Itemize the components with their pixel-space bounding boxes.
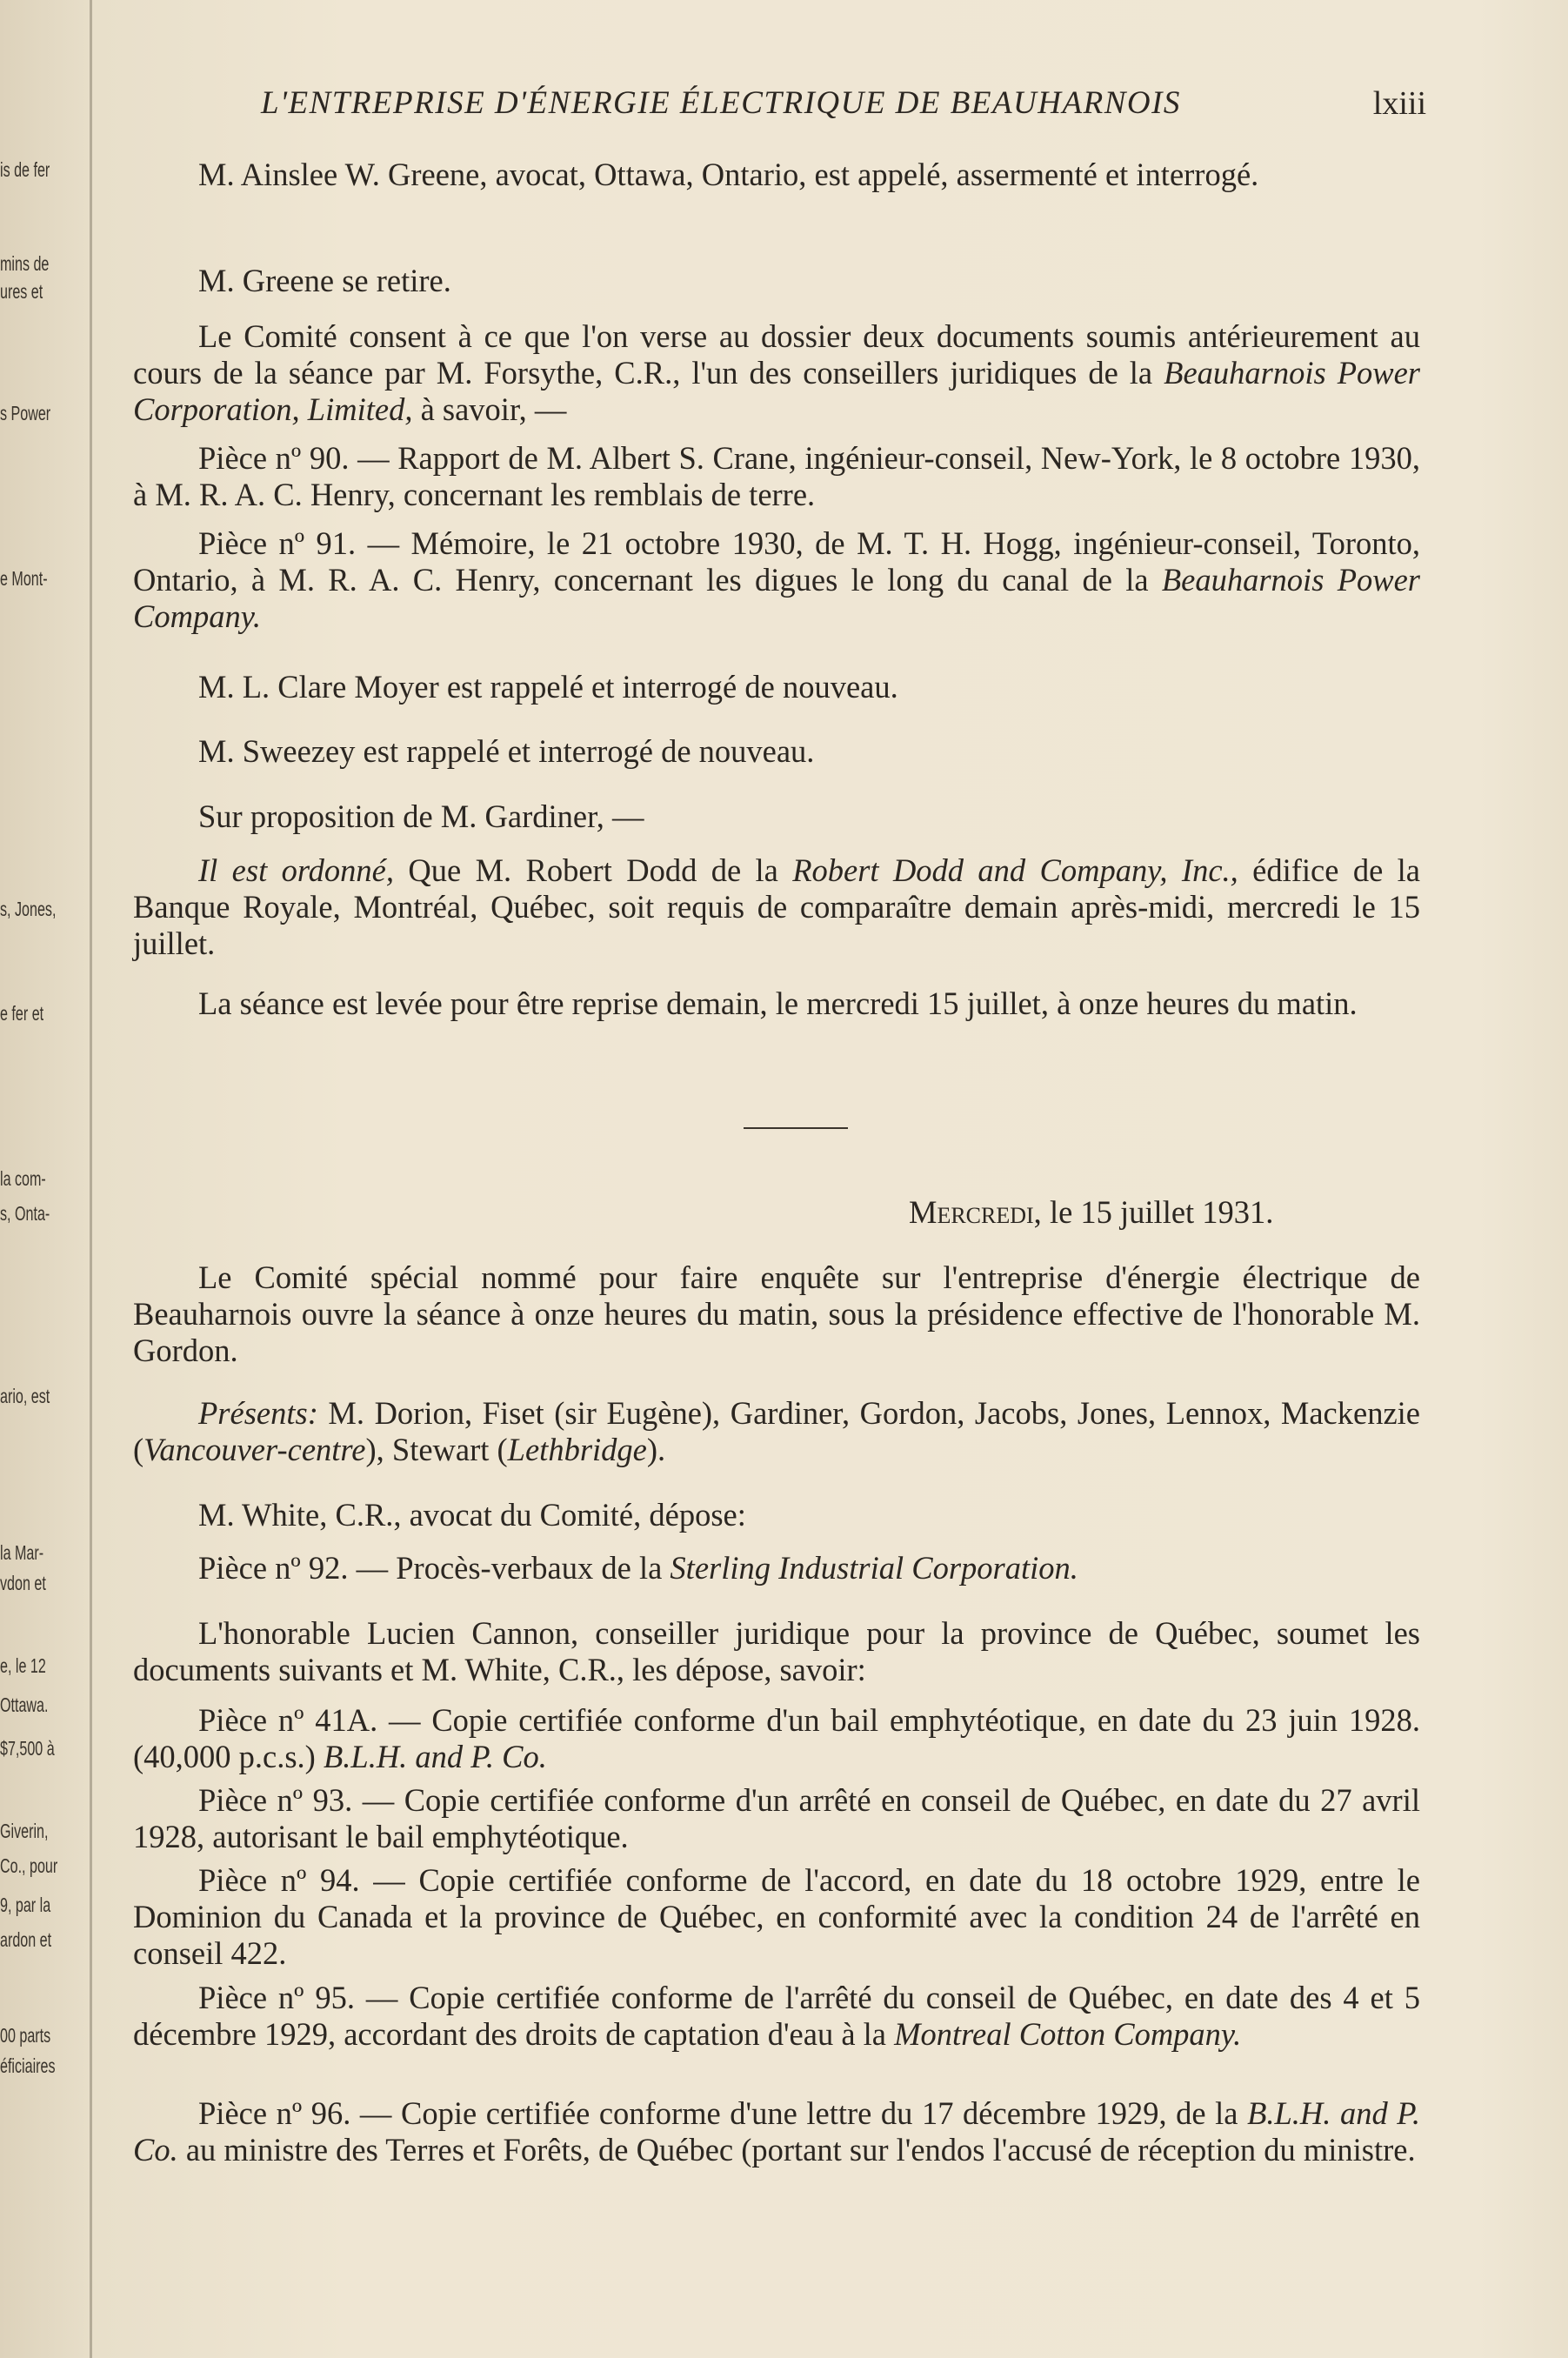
gutter-line	[90, 0, 92, 2358]
paragraph-piece-90: Pièce nº 90. — Rapport de M. Albert S. Crane, ingénieur-conseil, New-York, le 8 octobre 1930, à M. R. A. C. Henry, concernant les remblais de terre.	[133, 440, 1420, 512]
paragraph-piece-91: Pièce nº 91. — Mémoire, le 21 octobre 1930, de M. T. H. Hogg, ingénieur-conseil, Toronto, Ontario, à M. R. A. C. Henry, concernant les digues le long du canal de la Beauharnois Power Company.	[133, 525, 1420, 634]
paragraph-piece-95: Pièce nº 95. — Copie certifiée conforme de l'arrêté du conseil de Québec, en date des 4 et 5 décembre 1929, accordant des droits de captation d'eau à la Montreal Cotton Company.	[133, 1980, 1420, 2052]
margin-note: e fer et	[0, 1002, 44, 1025]
margin-note: Giverin,	[0, 1820, 49, 1842]
paragraph-cannon-soumet: L'honorable Lucien Cannon, conseiller juridique pour la province de Québec, soumet les documents suivants et M. White, C.R., les dépose, savoir:	[133, 1615, 1420, 1687]
margin-note: 9, par la	[0, 1894, 51, 1916]
section-separator	[744, 1127, 848, 1129]
paragraph-piece-92: Pièce nº 92. — Procès-verbaux de la Sterling Industrial Corporation.	[198, 1550, 1078, 1586]
paragraph-comite-special: Le Comité spécial nommé pour faire enquête sur l'entreprise d'énergie électrique de Beauharnois ouvre la séance à onze heures du matin, sous la présidence effective de l'honorable M. Gordon.	[133, 1259, 1420, 1368]
margin-note: e Mont-	[0, 567, 48, 590]
margin-note: e, le 12	[0, 1654, 46, 1677]
margin-note: Co., pour	[0, 1854, 58, 1877]
margin-note: mins de	[0, 252, 50, 275]
paragraph-ordre-dodd: Il est ordonné, Que M. Robert Dodd de la Robert Dodd and Company, Inc., édifice de la Banque Royale, Montréal, Québec, soit requis de comparaître demain après-midi, mercredi le 15 juillet.	[133, 852, 1420, 961]
margin-note: is de fer	[0, 158, 50, 181]
page-header	[261, 84, 1426, 137]
margin-note: vdon et	[0, 1572, 46, 1594]
paragraph-moyer-recalled: M. L. Clare Moyer est rappelé et interrogé de nouveau.	[198, 669, 898, 705]
margin-note: la Mar-	[0, 1541, 44, 1564]
paragraph-comite-consent: Le Comité consent à ce que l'on verse au dossier deux documents soumis antérieurement au cours de la séance par M. Forsythe, C.R., l'un des conseillers juridiques de la Beauharnois Power Corporation, Limited, à savoir, —	[133, 318, 1421, 427]
margin-note: Ottawa.	[0, 1693, 49, 1716]
paragraph-piece-93: Pièce nº 93. — Copie certifiée conforme d'un arrêté en conseil de Québec, en date du 27 avril 1928, autorisant le bail emphytéotique.	[133, 1782, 1420, 1854]
running-title: L'ENTREPRISE D'ÉNERGIE ÉLECTRIQUE DE BEAUHARNOIS	[261, 85, 1181, 121]
paragraph-piece-41a: Pièce nº 41A. — Copie certifiée conforme d'un bail emphytéotique, en date du 23 juin 1928. (40,000 p.c.s.) B.L.H. and P. Co.	[133, 1702, 1420, 1774]
margin-note: ures et	[0, 280, 43, 303]
paragraph-sweezey-recalled: M. Sweezey est rappelé et interrogé de nouveau.	[198, 733, 815, 769]
margin-note: éficiaires	[0, 2054, 56, 2077]
paragraph-piece-96: Pièce nº 96. — Copie certifiée conforme d'une lettre du 17 décembre 1929, de la B.L.H. and P. Co. au ministre des Terres et Forêts, de Québec (portant sur l'endos l'accusé de réception du ministre.	[133, 2095, 1421, 2168]
left-margin-fragments	[0, 0, 87, 2358]
margin-note: $7,500 à	[0, 1737, 55, 1760]
paragraph-presents: Présents: M. Dorion, Fiset (sir Eugène), Gardiner, Gordon, Jacobs, Jones, Lennox, Mackenzie (Vancouver-centre), Stewart (Lethbridge).	[133, 1395, 1420, 1467]
margin-note: s, Jones,	[0, 898, 57, 920]
paragraph-greene-called: M. Ainslee W. Greene, avocat, Ottawa, Ontario, est appelé, assermenté et interrogé.	[198, 157, 1259, 192]
paragraph-gardiner-proposition: Sur proposition de M. Gardiner, —	[198, 798, 644, 834]
paragraph-white-depose: M. White, C.R., avocat du Comité, dépose:	[198, 1497, 746, 1533]
margin-note: 00 parts	[0, 2024, 51, 2047]
margin-note: ardon et	[0, 1928, 52, 1951]
page-number: lxiii	[1372, 85, 1426, 122]
margin-note: la com-	[0, 1167, 46, 1190]
margin-note: ario, est	[0, 1385, 50, 1407]
paragraph-greene-retires: M. Greene se retire.	[198, 263, 451, 298]
margin-note: s, Onta-	[0, 1202, 50, 1225]
paragraph-seance-levee: La séance est levée pour être reprise demain, le mercredi 15 juillet, à onze heures du matin.	[198, 985, 1358, 1021]
margin-note: s Power	[0, 402, 51, 424]
date-heading: Mercredi, le 15 juillet 1931.	[909, 1194, 1274, 1230]
paragraph-piece-94: Pièce nº 94. — Copie certifiée conforme de l'accord, en date du 18 octobre 1929, entre le Dominion du Canada et la province de Québec, en conformité avec la condition 24 de l'arrêté en conseil 422.	[133, 1862, 1420, 1971]
